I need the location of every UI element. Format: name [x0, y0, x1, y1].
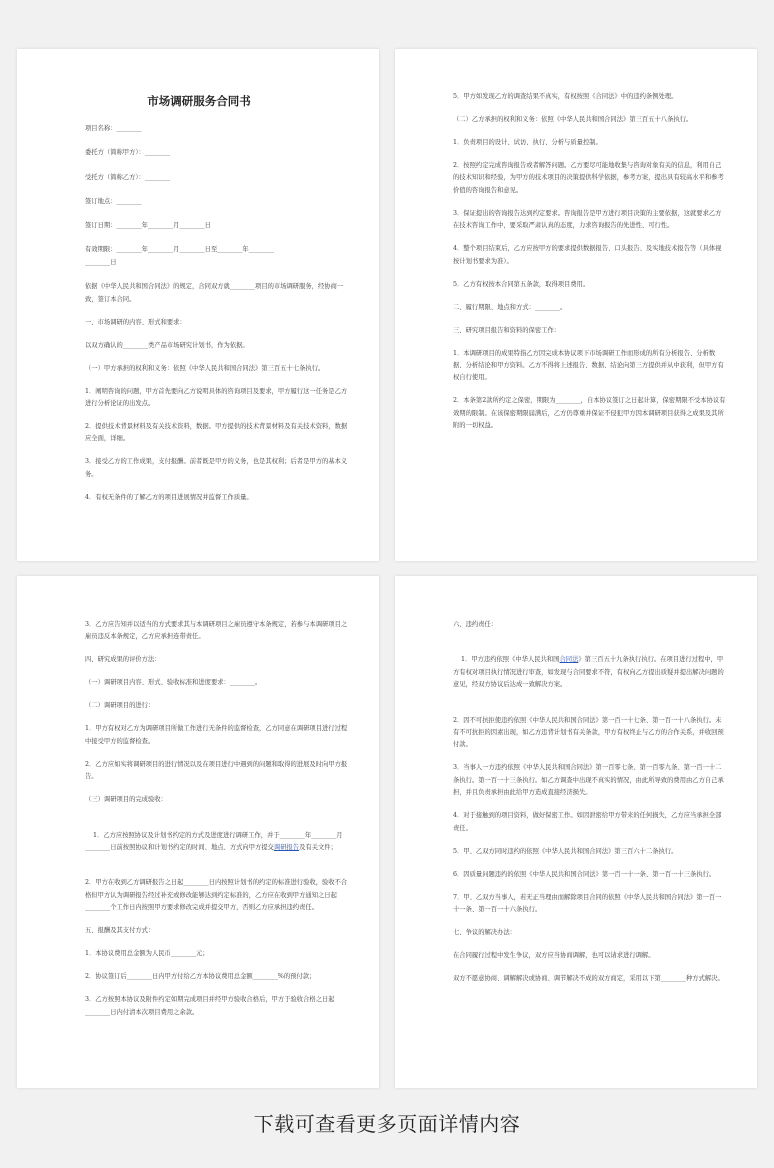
paragraph: 6．因质量问题违约的依照《中华人民共和国合同法》第一百一十一条、第一百一十三条执行。	[453, 870, 716, 878]
paragraph: 3．当事人一方违约依照《中华人民共和国合同法》第一百零七条、第一百零九条、第一百一十二条执行。第一百一十三条执行。如乙方调查中出现不真实的情况，由此所导致的费用由乙方自己承担，并且负责承担由此给甲方造成直接经济损失。	[453, 764, 724, 797]
document-page-3	[17, 576, 379, 1088]
paragraph: 5．乙方有权按本合同第五条款，取得项目费用。	[453, 280, 590, 288]
paragraph: 2．乙方应如实将调研项目的进行情况以及在项目进行中遇到的问题和取得的进展及时向甲方报告。	[85, 760, 348, 781]
paragraph: 七、争议的解决办法：	[453, 929, 516, 937]
paragraph: 2．甲方在收到乙方调研报告之日起________日内按照计划书的约定的标准进行验收，验收不合格但甲方认为调研报告经过补充或修改能够达到约定标准的，乙方应在收到甲方通知之日起________个工作日内按照甲方要求修改完成并提交甲方，否则乙方应承担违约责任。	[85, 879, 348, 912]
paragraph: 2．因不可抗拒使违约依照《中华人民共和国合同法》第一百一十七条、第一百一十八条执行。未有不可抗拒的因素出现，如乙方违背计划书有关条款，甲方有权终止与乙方的合作关系，并收回预付款。	[453, 716, 724, 749]
paragraph: 一、市场调研的内容、形式和要求：	[85, 318, 186, 326]
document-page-4	[395, 576, 757, 1088]
paragraph: 3．保证提出的咨询报告达到约定要求。咨询报告是甲方进行项目决策的主要依据，这就要求乙方在技术咨询工作中，要采取严肃认真的态度，力求咨询报告的先进性、可行性。	[453, 209, 722, 230]
paragraph: 5．甲、乙双方同时违约的依照《中华人民共和国合同法》第三百六十二条执行。	[453, 847, 678, 855]
paragraph: 1．本调研项目的成果特指乙方因完成本协议项下市场调研工作而形成的所有分析报告、分析数据、分析结论和甲方资料。乙方不得将上述报告、数据、结论向第三方提供并从中获利，但甲方有权自行使用。	[453, 349, 724, 382]
paragraph: 3．接受乙方的工作成果，支付报酬。前者既是甲方的义务，也是其权利；后者是甲方的基本义务。	[85, 458, 348, 478]
paragraph: 4．整个项目结束后，乙方应按甲方的要求提供数据报告、口头报告、及实地技术报告等（具体视按计划书要求为准）。	[453, 245, 722, 265]
paragraph: 3．乙方按照本协议及附件约定如期完成项目并经甲方验收合格后，甲方于验收合格之日起________日内付清本次项目费用之余款。	[85, 996, 335, 1016]
paragraph: 2．本条第2款所约定之保密，期限为________，自本协议签订之日起计算，保密期限不受本协议有效期的限制。在该保密期限届满后，乙方仍尊重并保证不侵犯甲方因本调研项目获得之成果及其所附的一切权益。	[453, 397, 726, 430]
document-title: 市场调研服务合同书	[147, 94, 251, 108]
paragraph: 4．有权无条件的了解乙方的项目进展情况并监督工作质量。	[85, 493, 253, 501]
paragraph: 依据《中华人民共和国合同法》的规定，合同双方就________项目的市场调研服务，经协商一致，签订本合同。	[85, 283, 344, 303]
paragraph: 二、履行期限、地点和方式：________。	[453, 303, 567, 311]
paragraph: 五、报酬及其支付方式：	[85, 927, 155, 935]
document-page-2	[395, 49, 757, 561]
form-field: 签订地点：________	[85, 197, 142, 205]
paragraph: 2．按照约定完成咨询报告或者解答问题。乙方要尽可能地收集与咨询对象有关的信息，利用自己的技术知识和经验，为甲方的技术项目的决策提供科学依据，参考方案，提出具有较高水平和参考价值的咨询报告和意见。	[453, 162, 724, 194]
paragraph: 以双方确认的________类产品市场研究计划书，作为依据。	[85, 341, 249, 349]
paragraph: 4．对于接触到的项目资料，做好保密工作。如因泄密给甲方带来的任何损失，乙方应当承担全部责任。	[453, 812, 722, 832]
paragraph: 1．负责项目的设计、试访、执行、分析与质量控制。	[453, 139, 602, 146]
download-more-caption[interactable]: 下载可查看更多页面详情内容	[253, 1112, 521, 1136]
paragraph: 双方不愿意协商、调解解决或协商、调节解决不成的双方商定，采用以下第________种方式解决。	[453, 975, 724, 983]
paragraph: 2．提供技术背景材料及有关技术资料，数据。甲方提供的技术背景材料及有关技术资料，数据应全面，详细。	[85, 423, 348, 443]
paragraph: 1．甲方违约依照《中华人民共和国合同法》第三百五十九条执行执行。在项目进行过程中，甲方有权对项目执行情况进行审查，如发现与合同要求不符，有权向乙方提出质疑并提出解决问题的意见，经双方协议后达成一致解决方案。	[453, 656, 724, 689]
paragraph: 在合同履行过程中发生争议，双方应当协商调解，也可以请求进行调解。	[453, 952, 655, 960]
form-field: 项目名称：________	[85, 125, 142, 132]
paragraph: （三）调研项目的完成验收：	[85, 796, 167, 804]
paragraph: 7．甲、乙双方当事人，若无正当理由而解除项目合同的依照《中华人民共和国合同法》第一百一十一条、第一百一十六条执行。	[453, 893, 722, 914]
paragraph: 四、研究成果的评价方法：	[85, 656, 161, 664]
paragraph: 三、研究项目报告和资料的保密工作：	[453, 326, 561, 334]
form-field: 有效期限：________年________月________日至________年________ ________日	[85, 246, 274, 266]
paragraph: 5．甲方如发现乙方的调查结果不真实，有权按照《合同法》中的违约条例处理。	[453, 93, 678, 100]
paragraph: 2．协议签订后________日内甲方付给乙方本协议费用总金额________%的预付款；	[85, 973, 316, 981]
paragraph: 1．阐明咨询的问题，甲方首先要向乙方说明具体的咨询项目及要求，甲方履行这一任务是乙方进行分析论证的出发点。	[85, 387, 348, 407]
form-field: 签订日期：________年________月________日	[85, 222, 211, 230]
paragraph: 1．本协议费用总金额为人民币________元；	[85, 950, 209, 958]
paragraph: （二）调研项目的进行：	[85, 702, 155, 710]
document-page-1	[17, 49, 379, 561]
paragraph: 1．甲方有权对乙方为调研项目所做工作进行无条件的监督检查，乙方同意在调研项目进行过程中接受甲方的监督检查。	[85, 725, 348, 745]
paragraph: 3．乙方应告知并以适当的方式要求其与本调研项目之雇员遵守本条规定，若参与本调研项目之雇员违反本条规定，乙方应承担连带责任。	[85, 621, 348, 641]
form-field: 委托方（简称甲方）：________	[85, 149, 171, 157]
form-field: 受托方（简称乙方）：________	[85, 173, 171, 181]
report-link[interactable]: 调研报告	[273, 844, 300, 852]
paragraph: 1．乙方应按照协议及计划书约定的方式及进度进行调研工作，并于________年________月________日前按照协议和计划书约定的时间、地点、方式向甲方提交调研报告及有关文件；	[85, 831, 343, 852]
paragraph: （一）调研项目内容、形式、验收标准和进度要求：________。	[85, 679, 262, 687]
paragraph: 六、违约责任：	[453, 621, 498, 628]
contract-law-link[interactable]: 合同法	[559, 656, 579, 664]
paragraph: （二）乙方承担的权利和义务：依照《中华人民共和国合同法》第三百五十八条执行。	[453, 116, 693, 123]
paragraph: （一）甲方承担的权利和义务：依照《中华人民共和国合同法》第三百五十七条执行。	[85, 364, 325, 372]
